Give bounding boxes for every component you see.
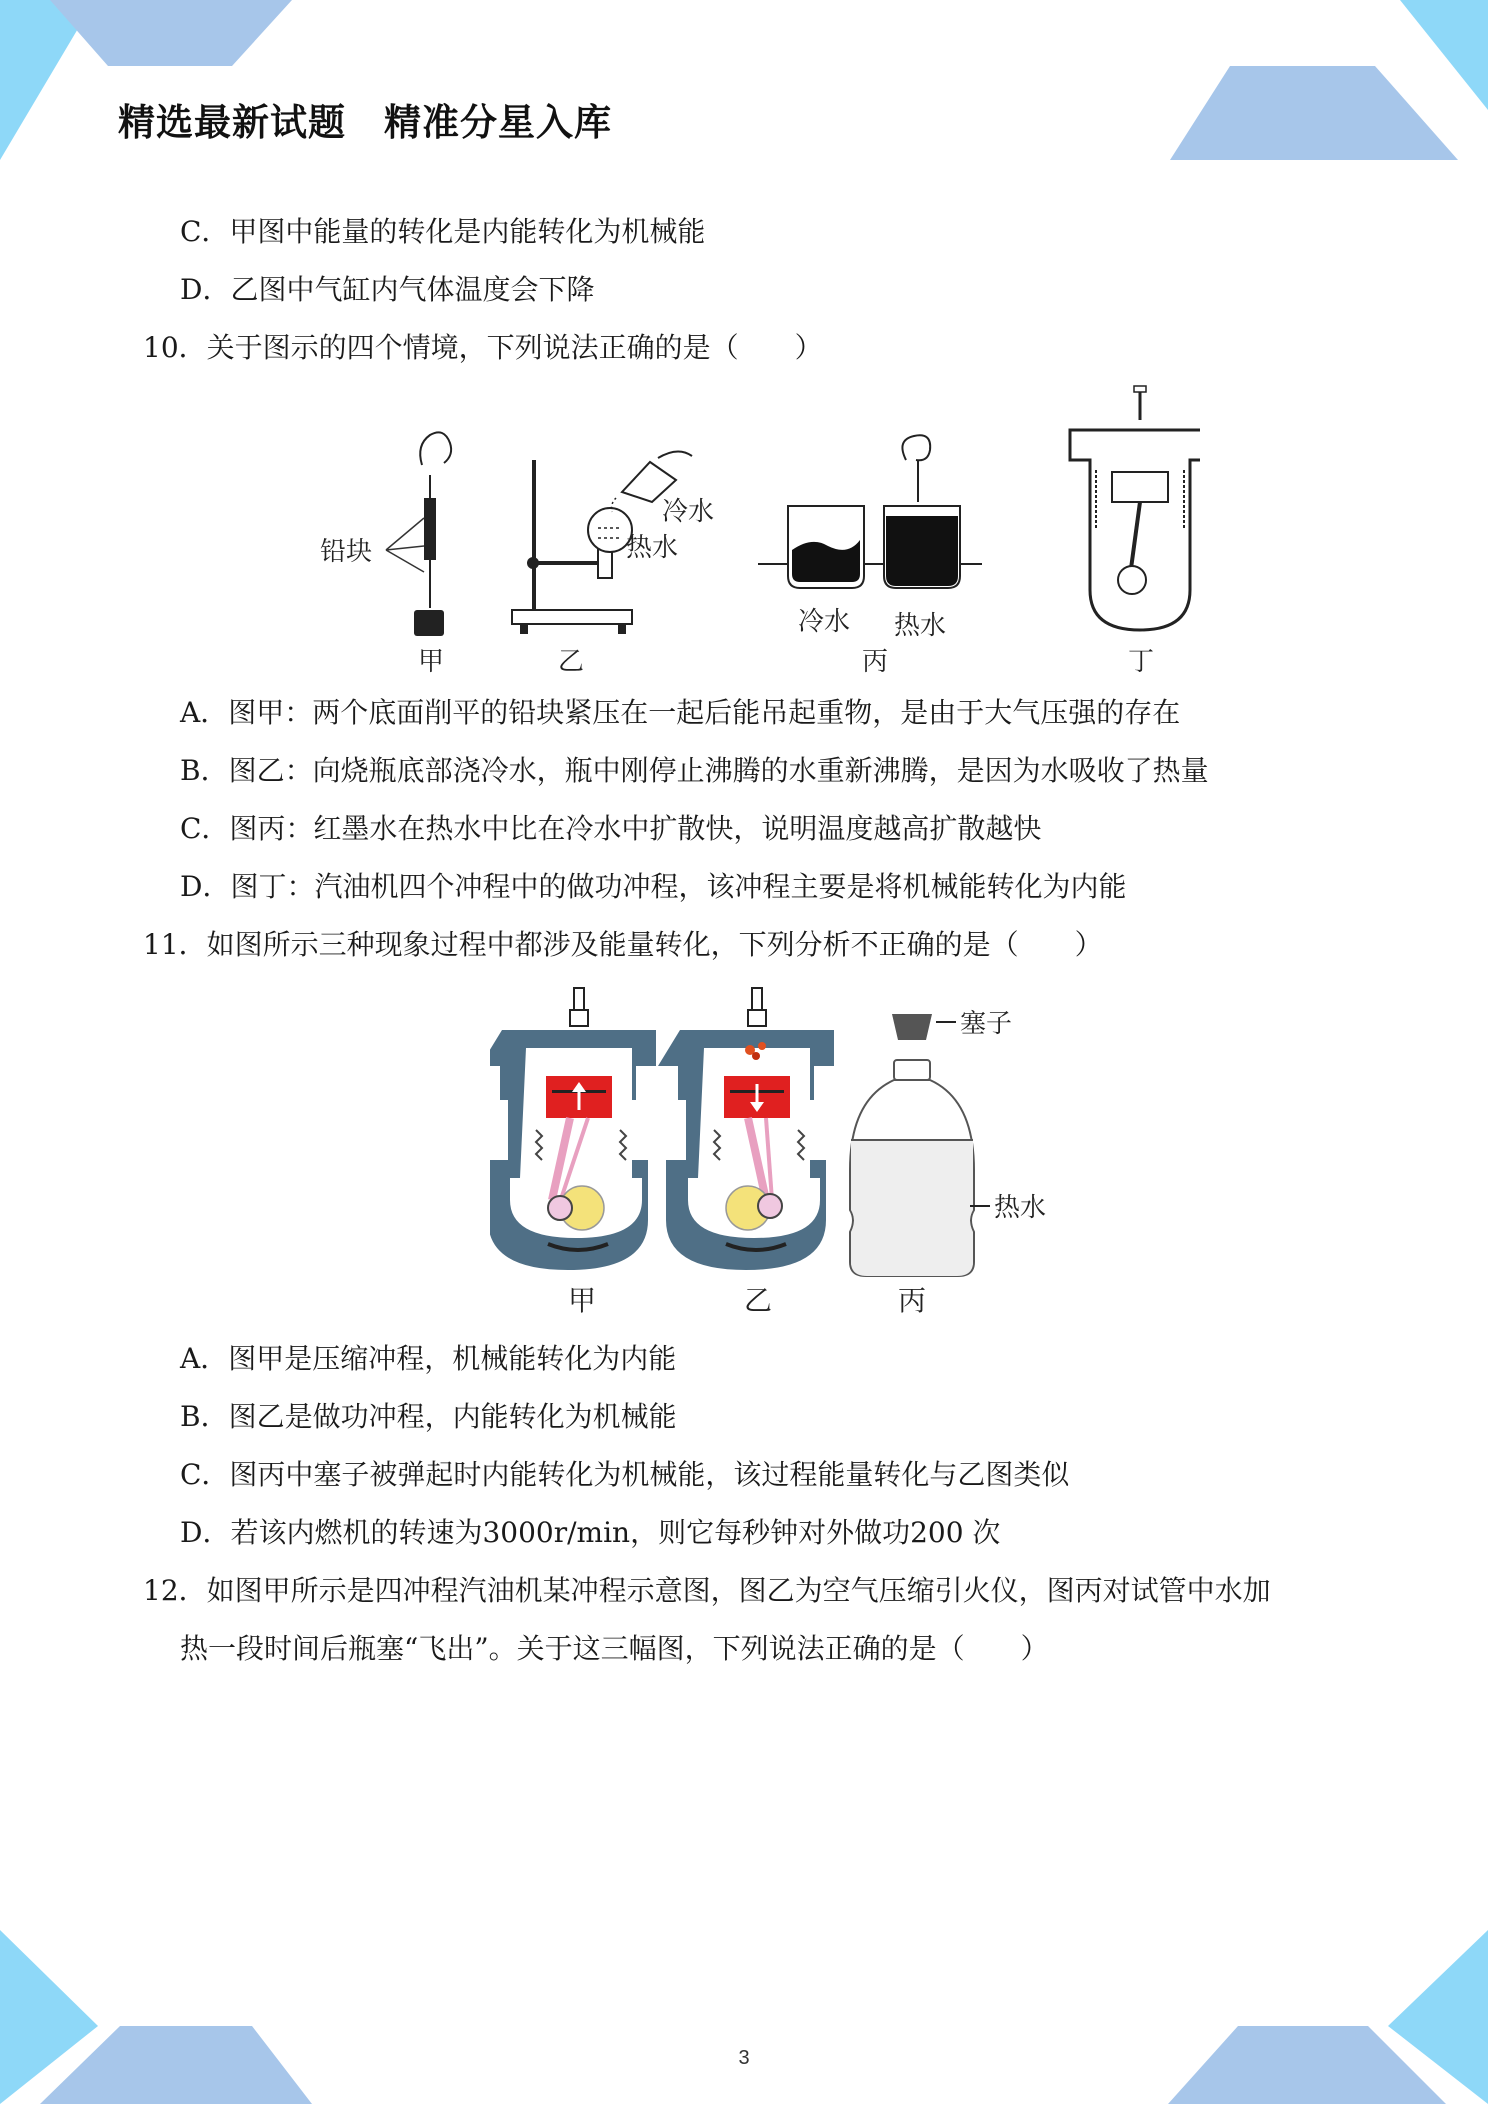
caption-yi: 乙 <box>558 647 585 677</box>
lead-block-label: 铅块 <box>320 537 373 567</box>
bottle-hot-water-label: 热水 <box>994 1193 1047 1223</box>
flask-stand-diagram <box>512 451 714 677</box>
question-11: 11．如图所示三种现象过程中都涉及能量转化，下列分析不正确的是（ ） <box>143 928 1103 961</box>
beakers-diagram <box>758 435 982 677</box>
q10-option-d: D．图丁：汽油机四个冲程中的做功冲程，该冲程主要是将机械能转化为内能 <box>180 870 1127 903</box>
q9-option-d: D．乙图中气缸内气体温度会下降 <box>180 273 595 306</box>
q10-option-a: A．图甲：两个底面削平的铅块紧压在一起后能吊起重物，是由于大气压强的存在 <box>180 696 1181 729</box>
question-10-figure <box>300 380 1200 680</box>
hot-water-label: 热水 <box>894 611 947 641</box>
lead-blocks-diagram <box>320 432 451 677</box>
engine-compression-diagram <box>490 988 656 1317</box>
q10-option-b: B．图乙：向烧瓶底部浇冷水，瓶中刚停止沸腾的水重新沸腾，是因为水吸收了热量 <box>180 754 1209 787</box>
page-number: 3 <box>738 2047 750 2069</box>
engine-power-diagram <box>658 988 834 1317</box>
q11-option-a: A．图甲是压缩冲程，机械能转化为内能 <box>180 1342 677 1375</box>
q11-option-d: D．若该内燃机的转速为3000r/min，则它每秒钟对外做功200 次 <box>180 1516 1001 1549</box>
caption-ding: 丁 <box>1128 647 1155 677</box>
fig11-caption-yi: 乙 <box>744 1284 773 1317</box>
bottle-diagram <box>850 1009 1046 1317</box>
question-12-line-1: 12．如图甲所示是四冲程汽油机某冲程示意图，图乙为空气压缩引火仪，图丙对试管中水加 <box>143 1574 1271 1607</box>
bottom-right-decoration <box>1168 1930 1488 2104</box>
fig11-caption-jia: 甲 <box>568 1284 597 1317</box>
fig11-caption-bing: 丙 <box>898 1284 927 1317</box>
question-10: 10．关于图示的四个情境，下列说法正确的是（ ） <box>143 331 823 364</box>
caption-jia: 甲 <box>418 647 445 677</box>
q10-option-c: C．图丙：红墨水在热水中比在冷水中扩散快，说明温度越高扩散越快 <box>180 812 1042 845</box>
q9-option-c: C．甲图中能量的转化是内能转化为机械能 <box>180 215 706 248</box>
cold-water-label: 冷水 <box>798 607 851 637</box>
question-12-line-2: 热一段时间后瓶塞“飞出”。关于这三幅图，下列说法正确的是（ ） <box>180 1632 1049 1665</box>
stopper-label: 塞子 <box>960 1009 1013 1039</box>
bottom-left-decoration <box>0 1930 320 2104</box>
caption-bing: 丙 <box>862 647 889 677</box>
engine-diagram <box>1070 386 1200 677</box>
header-title: 精选最新试题 精准分星入库 <box>118 101 612 144</box>
top-right-decoration <box>1170 0 1488 170</box>
question-11-figure <box>490 980 1050 1325</box>
q11-option-b: B．图乙是做功冲程，内能转化为机械能 <box>180 1400 677 1433</box>
q11-option-c: C．图丙中塞子被弹起时内能转化为机械能，该过程能量转化与乙图类似 <box>180 1458 1070 1491</box>
hot-water-label-flask: 热水 <box>626 533 679 563</box>
cold-water-label-flask: 冷水 <box>662 497 715 527</box>
